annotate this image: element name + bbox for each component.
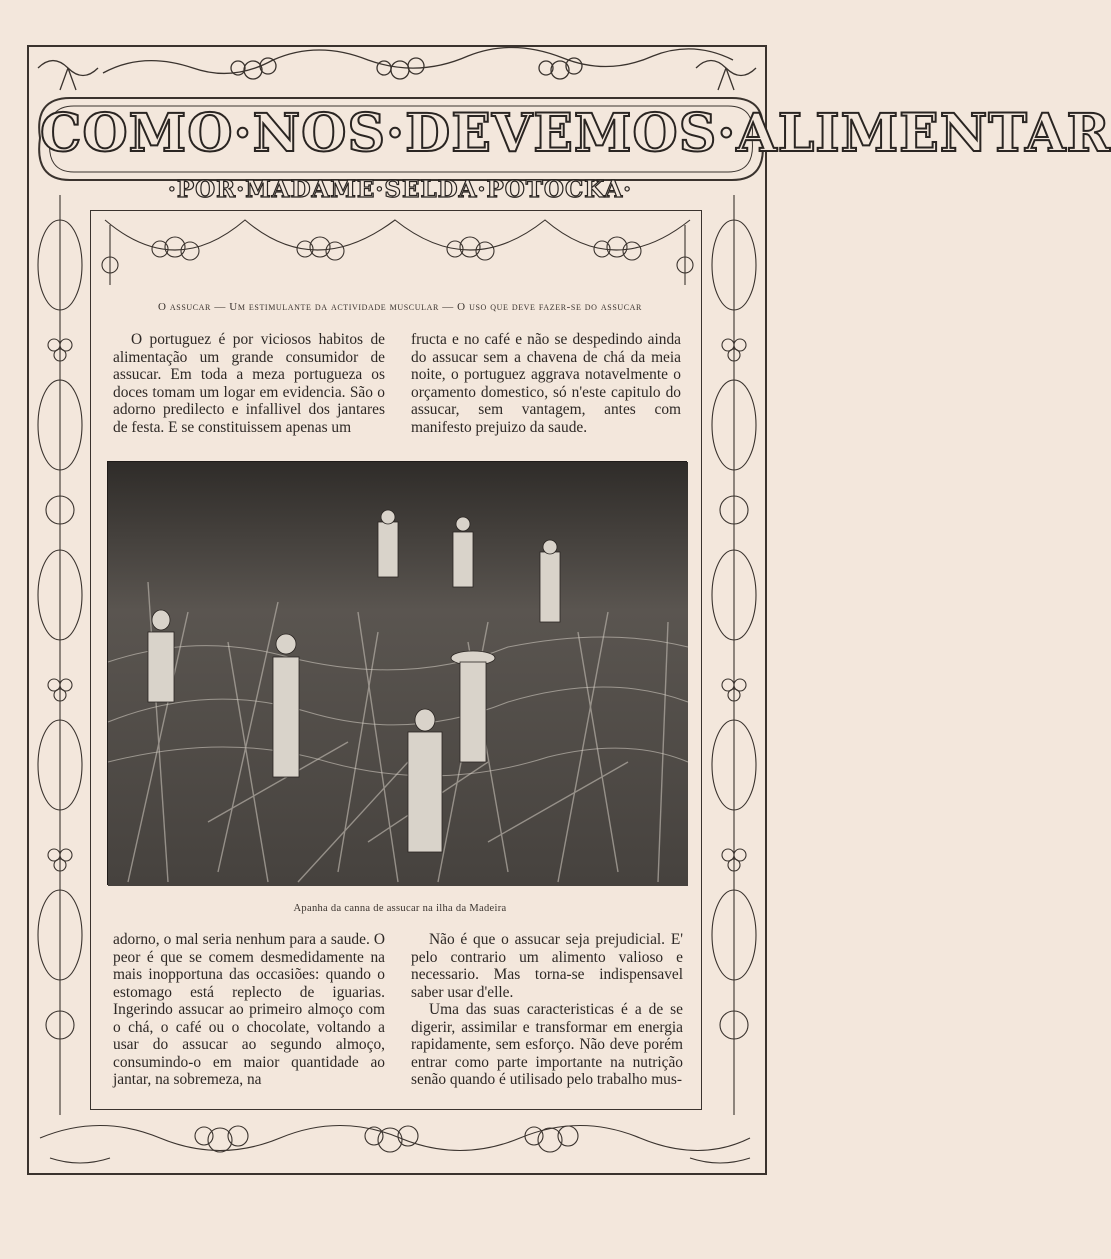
paragraph: Não é que o assucar seja prejudicial. E' pelo contrario um alimento valioso e necessario. Mas torna-se indispensavel saber usar d'elle. — [411, 931, 683, 1001]
text-column-top-right — [411, 331, 681, 436]
right-ornament-column — [703, 195, 765, 1115]
text-column-bottom-right — [411, 931, 683, 1089]
article-summary: O assucar — Um estimulante da actividade muscular — O uso que deve fazer-se do assucar — [158, 301, 642, 313]
paragraph: O portuguez é por viciosos habitos de alimentação um grande consumidor de assucar. Em toda a meza portugueza os doces tomam um logar em evidencia. São o adorno predilecto e infallivel dos jantares de festa. E se constituissem apenas um — [113, 331, 385, 436]
text-column-bottom-left — [113, 931, 385, 1089]
sugarcane-harvest-photo — [107, 461, 687, 885]
fruit-garland-icon — [95, 205, 700, 295]
left-ornament-column — [29, 195, 91, 1115]
photo-scene — [108, 462, 688, 886]
text-column-top-left — [113, 331, 385, 436]
photo-caption: Apanha da canna de assucar na ilha da Madeira — [293, 903, 507, 914]
paragraph: Uma das suas caracteristicas é a de se digerir, assimilar e transformar em energia rapidamente, sem esforço. Não deve porém entrar como parte importante na nutrição senão quando é utilisado pelo trabalho mus- — [411, 1001, 683, 1088]
bow-icon — [696, 61, 756, 91]
paragraph: fructa e no café e não se despedindo ainda do assucar sem a chavena de chá da meia noite, o portuguez aggrava notavelmente o orçamento domestico, só n'este capitulo do assucar, sem vantagem, antes com manifesto prejuizo da saude. — [411, 331, 681, 436]
paragraph: adorno, o mal seria nenhum para a saude. O peor é que se comem desmedidamente na mais inopportuna das occasiões: quando o estomago está replecto de iguarias. Ingerindo assucar ao primeiro almoço com o chá, o café ou o chocolate, voltando a usar do assucar ao segundo almoço, consumindo-o em maior quantidade ao jantar, na sobremeza, na — [113, 931, 385, 1088]
bottom-fruit-garland — [30, 1108, 765, 1174]
article-title: COMO·NOS·DEVEMOS·ALIMENTAR — [40, 103, 1111, 164]
article-byline: ·POR·MADAME·SELDA·POTOCKA· — [167, 176, 633, 203]
bow-icon — [38, 61, 98, 91]
